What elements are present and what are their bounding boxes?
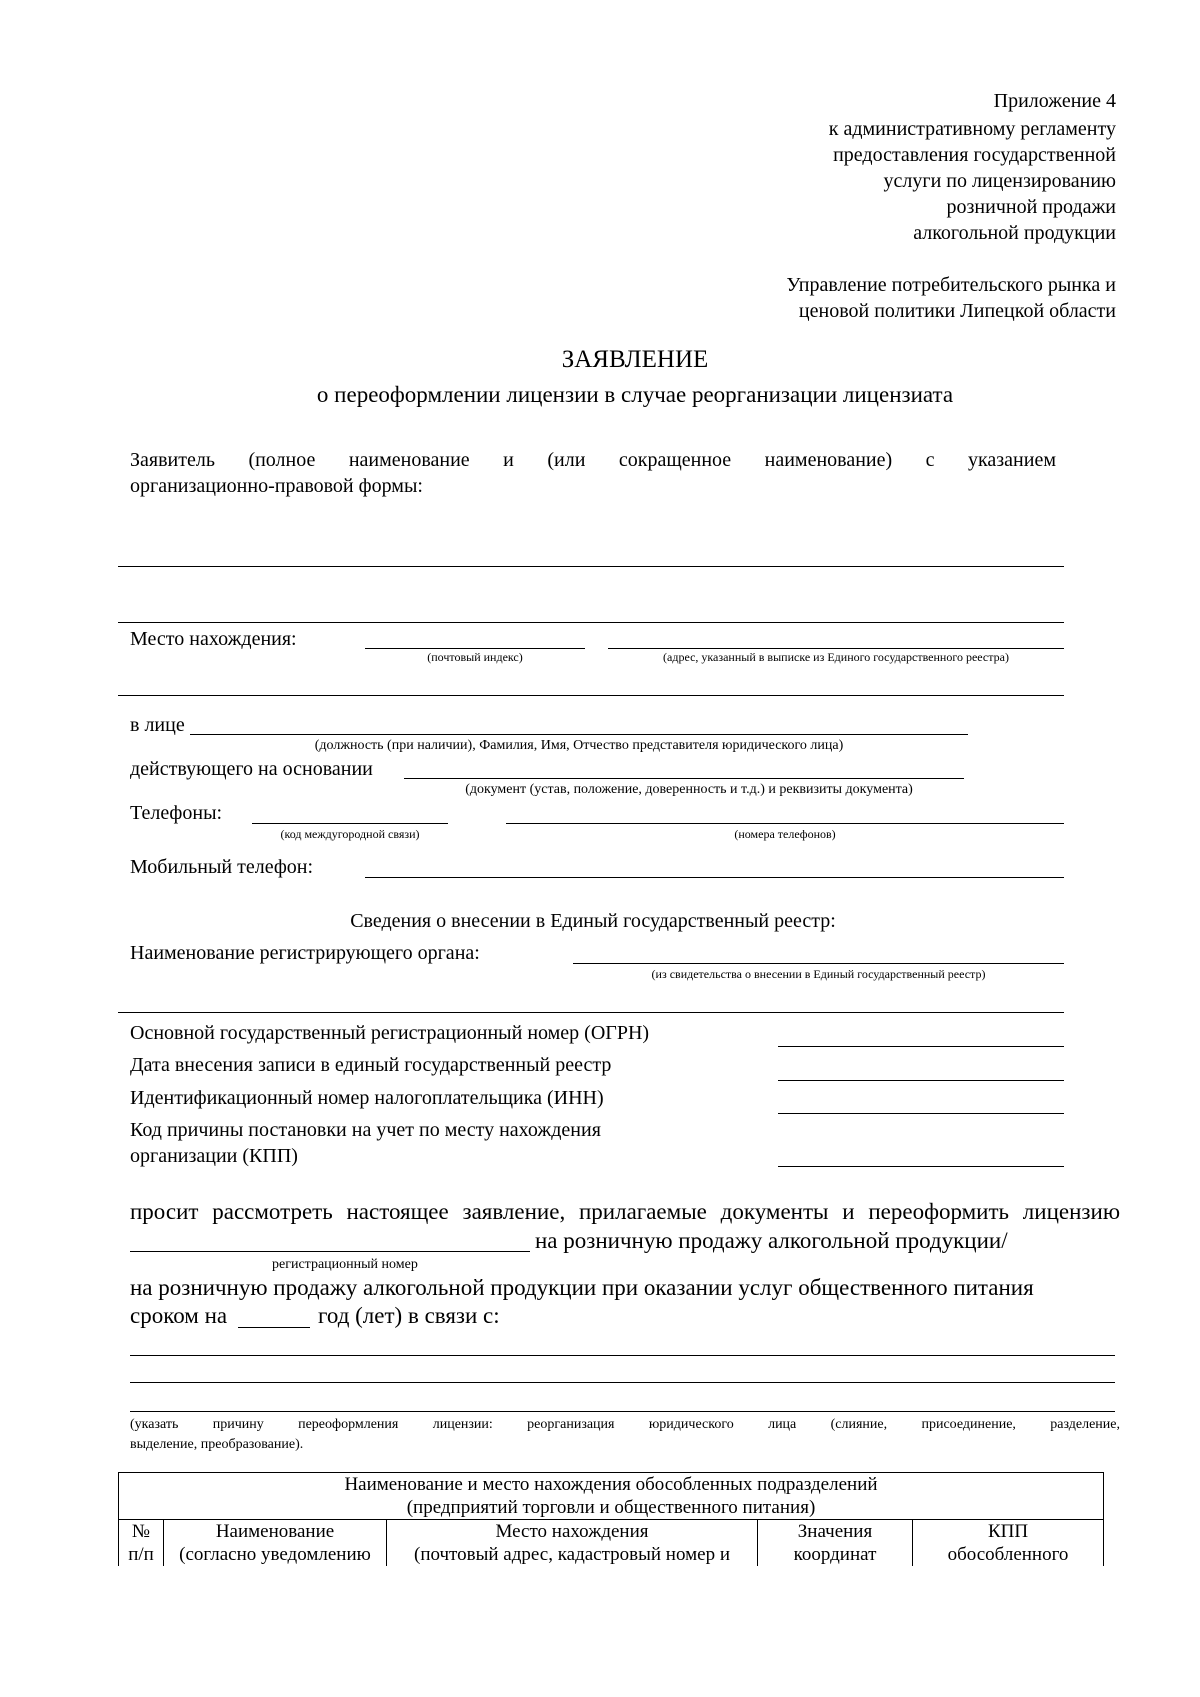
reg-number-caption: регистрационный номер (272, 1257, 418, 1272)
column-header-line: Значения (797, 1521, 873, 1542)
column-header-kpp (913, 1520, 1104, 1567)
term-prefix: сроком на (130, 1303, 228, 1328)
request-line1: просит рассмотреть настоящее заявление, прилагаемые документы и переоформить лицензию (130, 1199, 1120, 1224)
phone-numbers-caption: (номера телефонов) (734, 827, 836, 841)
appendix-line: услуги по лицензированию (883, 170, 1116, 192)
postal-index-caption: (почтовый индекс) (427, 650, 523, 664)
column-header-location (387, 1520, 758, 1567)
column-header-line: № (131, 1521, 151, 1542)
phone-code-field[interactable] (252, 823, 448, 824)
location-label: Место нахождения: (130, 628, 297, 650)
postal-index-field[interactable] (365, 648, 585, 649)
table-title-row (119, 1473, 1104, 1520)
kpp-label-line1: Код причины постановки на учет по месту нахождения (130, 1119, 601, 1141)
column-header-number (119, 1520, 164, 1567)
table-title-line2: (предприятий торговли и общественного питания) (406, 1497, 816, 1518)
column-header-name (164, 1520, 387, 1567)
inn-field[interactable] (778, 1113, 1064, 1114)
appendix-line: алкогольной продукции (913, 222, 1116, 244)
term-suffix: год (лет) в связи с: (318, 1303, 500, 1328)
document-subtitle: о переоформлении лицензии в случае реорганизации лицензиата (316, 382, 954, 407)
phone-numbers-field[interactable] (506, 823, 1064, 824)
ogrn-field[interactable] (778, 1046, 1064, 1047)
phones-label: Телефоны: (130, 802, 223, 824)
reason-field-line-2[interactable] (130, 1382, 1115, 1383)
addressee-line: ценовой политики Липецкой области (798, 300, 1116, 322)
representative-label: в лице (130, 714, 185, 736)
appendix-line: Приложение 4 (993, 90, 1116, 112)
mobile-field[interactable] (365, 877, 1064, 878)
authority-field-line-2[interactable] (118, 1012, 1064, 1013)
column-header-line: КПП (987, 1521, 1029, 1542)
registry-date-label: Дата внесения записи в единый государственный реестр (130, 1054, 612, 1076)
address-field[interactable] (608, 648, 1064, 649)
request-line2: на розничную продажу алкогольной продукции/ (535, 1228, 1008, 1253)
table-title-line1: Наименование и место нахождения обособленных подразделений (344, 1474, 878, 1495)
applicant-field-line-2[interactable] (118, 622, 1064, 623)
authority-label: Наименование регистрирующего органа: (130, 942, 480, 964)
kpp-field[interactable] (778, 1166, 1064, 1167)
address-caption: (адрес, указанный в выписке из Единого государственного реестра) (663, 650, 1009, 664)
authority-field[interactable] (573, 963, 1064, 964)
column-header-line: Наименование (215, 1521, 335, 1542)
mobile-label: Мобильный телефон: (130, 856, 314, 878)
applicant-field-line[interactable] (118, 566, 1064, 567)
license-reg-number-field[interactable] (130, 1251, 530, 1252)
column-header-line: координат (793, 1544, 877, 1565)
registry-heading: Сведения о внесении в Единый государственный реестр: (350, 910, 836, 932)
applicant-label-line1: Заявитель (полное наименование и (или сокращенное наименование) с указанием (130, 449, 1056, 471)
subdivisions-table (118, 1472, 1104, 1566)
reason-field-line-3[interactable] (130, 1411, 1115, 1412)
kpp-label-line2: организации (КПП) (130, 1145, 298, 1167)
address-field-line-2[interactable] (118, 695, 1064, 696)
reason-caption-line2: выделение, преобразование). (130, 1437, 304, 1452)
table-title-cell (119, 1473, 1104, 1520)
appendix-line: предоставления государственной (833, 144, 1116, 166)
inn-label: Идентификационный номер налогоплательщика (ИНН) (130, 1087, 604, 1109)
addressee-line: Управление потребительского рынка и (786, 274, 1116, 296)
column-header-line: (почтовый адрес, кадастровый номер и (414, 1544, 730, 1565)
reason-caption-line1: (указать причину переоформления лицензии: реорганизация юридического лица (слияние, присоединение, разделение, (130, 1417, 1120, 1432)
column-header-line: обособленного (947, 1544, 1069, 1565)
representative-field[interactable] (190, 734, 968, 735)
table-header-row (119, 1520, 1104, 1567)
representative-caption: (должность (при наличии), Фамилия, Имя, Отчество представителя юридического лица) (314, 738, 844, 753)
phone-code-caption: (код междугородной связи) (280, 827, 420, 841)
applicant-label-line2: организационно-правовой формы: (130, 475, 423, 497)
column-header-line: п/п (128, 1544, 154, 1565)
reason-field-line-1[interactable] (130, 1355, 1115, 1356)
column-header-line: Место нахождения (495, 1521, 649, 1542)
column-header-line: (согласно уведомлению (179, 1544, 371, 1565)
appendix-line: к административному регламенту (828, 118, 1116, 140)
document-title: ЗАЯВЛЕНИЕ (561, 346, 709, 373)
authority-caption: (из свидетельства о внесении в Единый государственный реестр) (651, 967, 986, 981)
basis-label: действующего на основании (130, 758, 373, 780)
term-field[interactable] (238, 1327, 310, 1328)
appendix-line: розничной продажи (946, 196, 1116, 218)
basis-field[interactable] (404, 778, 964, 779)
registry-date-field[interactable] (778, 1080, 1064, 1081)
ogrn-label: Основной государственный регистрационный номер (ОГРН) (130, 1022, 650, 1044)
request-line3: на розничную продажу алкогольной продукции при оказании услуг общественного питания (130, 1275, 1034, 1300)
column-header-coordinates (758, 1520, 913, 1567)
basis-caption: (документ (устав, положение, доверенность и т.д.) и реквизиты документа) (465, 782, 913, 797)
